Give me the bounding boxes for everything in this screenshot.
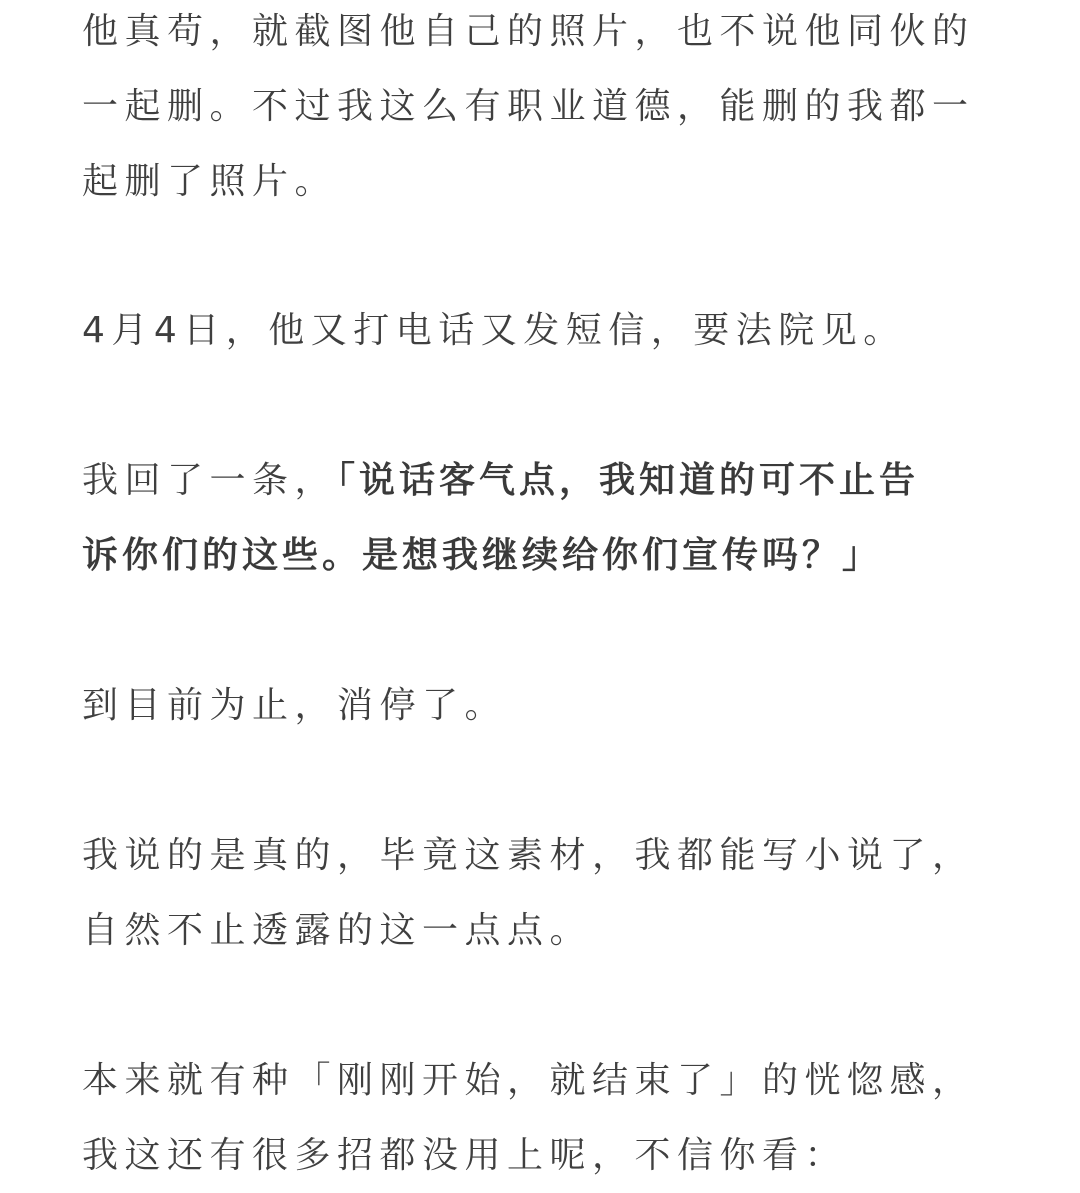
paragraph-quieted-down bbox=[82, 668, 507, 743]
reply-intro-text: 我回了一条， bbox=[82, 460, 338, 501]
paragraph-truth bbox=[82, 818, 975, 968]
text-line: 到目前为止，消停了。 bbox=[82, 685, 508, 726]
paragraph-reply bbox=[82, 443, 919, 593]
text-line: 一起删。不过我这么有职业道德，能删的我都一 bbox=[82, 86, 975, 127]
text-line: 我说的是真的，毕竟这素材，我都能写小说了， bbox=[82, 835, 975, 876]
text-line: 他真苟，就截图他自己的照片，也不说他同伙的 bbox=[82, 11, 975, 52]
reply-quote-bold: 「说话客气点，我知道的可不止告 bbox=[337, 460, 920, 501]
reply-quote-bold: 诉你们的这些。是想我继续给你们宣传吗？」 bbox=[82, 535, 883, 576]
paragraph-april-4 bbox=[82, 293, 906, 368]
text-line: 4月4日，他又打电话又发短信，要法院见。 bbox=[82, 310, 906, 351]
text-line: 起删了照片。 bbox=[82, 161, 338, 202]
paragraph-more-tricks bbox=[82, 1043, 975, 1193]
text-line: 自然不止透露的这一点点。 bbox=[82, 910, 593, 951]
text-line: 我这还有很多招都没用上呢，不信你看： bbox=[82, 1135, 848, 1176]
paragraph-deleted-photos bbox=[82, 0, 975, 219]
text-line: 本来就有种「刚刚开始，就结束了」的恍惚感， bbox=[82, 1060, 975, 1101]
text-line bbox=[82, 443, 919, 518]
